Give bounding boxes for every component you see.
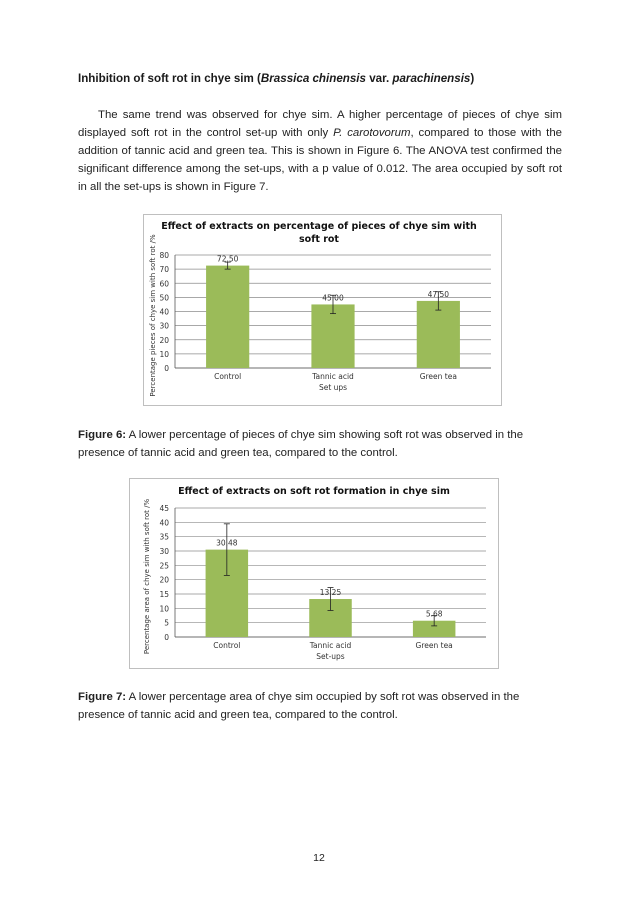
figure-7-chart: [129, 478, 499, 669]
fig6-y-tick-label: 60: [159, 279, 169, 289]
fig6-chart-title-line: soft rot: [299, 234, 339, 245]
figure-7-caption-text: A lower percentage area of chye sim occupied by soft rot was observed in the presence of tannic acid and green tea, compared to the control.: [78, 691, 520, 721]
figure-7-caption: [78, 688, 564, 724]
figure-6-chart-svg: [144, 215, 501, 405]
fig7-x-tick-label: Tannic acid: [309, 641, 352, 650]
heading-text-end: ): [470, 72, 475, 85]
fig6-y-axis-title: Percentage pieces of chye sim with soft rot /%: [149, 234, 157, 397]
fig6-x-tick-label: Control: [214, 372, 242, 381]
fig7-data-label: 30.48: [216, 538, 238, 548]
fig6-y-tick-label: 80: [159, 251, 169, 260]
figure-6-caption-text: A lower percentage of pieces of chye sim showing soft rot was observed in the presence of tannic acid and green tea, compared to the control.: [78, 429, 524, 459]
section-heading: [78, 72, 568, 85]
fig6-y-tick-label: 50: [159, 293, 169, 303]
fig6-x-tick-label: Tannic acid: [312, 372, 354, 381]
figure-6-caption: [78, 426, 564, 462]
fig7-x-tick-label: Green tea: [415, 641, 453, 650]
figure-6-label: Figure 6:: [78, 429, 127, 441]
fig6-chart-title-line: Effect of extracts on percentage of pieces of chye sim with: [161, 221, 477, 232]
paragraph-text: The same trend was observed for chye sim. A higher percentage of pieces of chye sim displayed soft rot in the control set-up with only: [78, 109, 562, 139]
fig6-data-label: 47.50: [427, 289, 450, 299]
fig7-y-tick-label: 35: [159, 532, 169, 542]
fig7-y-tick-label: 5: [164, 618, 169, 628]
heading-text-middle: var.: [365, 72, 393, 85]
heading-variety-name: parachinensis: [392, 72, 471, 85]
fig7-chart-title-line: Effect of extracts on soft rot formation in chye sim: [178, 486, 450, 497]
fig7-y-tick-label: 15: [159, 590, 169, 599]
fig6-y-tick-label: 40: [159, 307, 169, 317]
fig6-y-tick-label: 30: [159, 321, 169, 331]
fig6-data-label: 72.50: [216, 254, 239, 264]
fig7-y-tick-label: 20: [159, 575, 169, 585]
fig6-x-axis-title: Set ups: [318, 383, 348, 392]
body-paragraph: [78, 106, 562, 196]
fig7-x-tick-label: Control: [213, 641, 241, 650]
bacteria-name: P. carotovorum: [333, 127, 411, 139]
fig7-y-tick-label: 10: [159, 604, 169, 614]
heading-species-name: Brassica chinensis: [260, 72, 366, 85]
fig7-y-tick-label: 25: [159, 561, 169, 571]
fig6-y-tick-label: 0: [164, 364, 169, 373]
figure-6-chart: [143, 214, 502, 406]
fig7-x-axis-title: Set-ups: [316, 652, 345, 661]
fig6-y-tick-label: 10: [159, 349, 169, 359]
fig6-data-label: 45.00: [322, 293, 344, 303]
fig7-y-tick-label: 30: [159, 547, 169, 556]
fig6-bar-green-tea: [417, 301, 460, 368]
heading-text: Inhibition of soft rot in chye sim (: [78, 72, 261, 85]
fig6-y-tick-label: 70: [159, 265, 169, 275]
figure-7-chart-svg: [130, 479, 498, 668]
fig7-y-tick-label: 40: [159, 518, 169, 528]
fig6-x-tick-label: Green tea: [419, 372, 457, 381]
figure-7-label: Figure 7:: [78, 691, 127, 703]
fig7-y-axis-title: Percentage area of chye sim with soft rot /%: [143, 498, 151, 655]
fig6-bar-control: [206, 266, 249, 368]
fig7-data-label: 13.25: [319, 588, 342, 598]
fig7-y-tick-label: 45: [159, 504, 169, 513]
page-number: 12: [313, 852, 325, 864]
fig7-y-tick-label: 0: [164, 633, 169, 642]
paragraph-text-continued: , compared to those with the addition of tannic acid and green tea. This is shown in Figure 6. The ANOVA test confirmed the significant difference among the set-ups, with a p value of 0.012. The area occupied by soft rot in all the set-ups is shown in Figure 7.: [78, 127, 562, 193]
fig6-y-tick-label: 20: [159, 335, 169, 345]
fig7-data-label: 5.68: [425, 609, 443, 619]
